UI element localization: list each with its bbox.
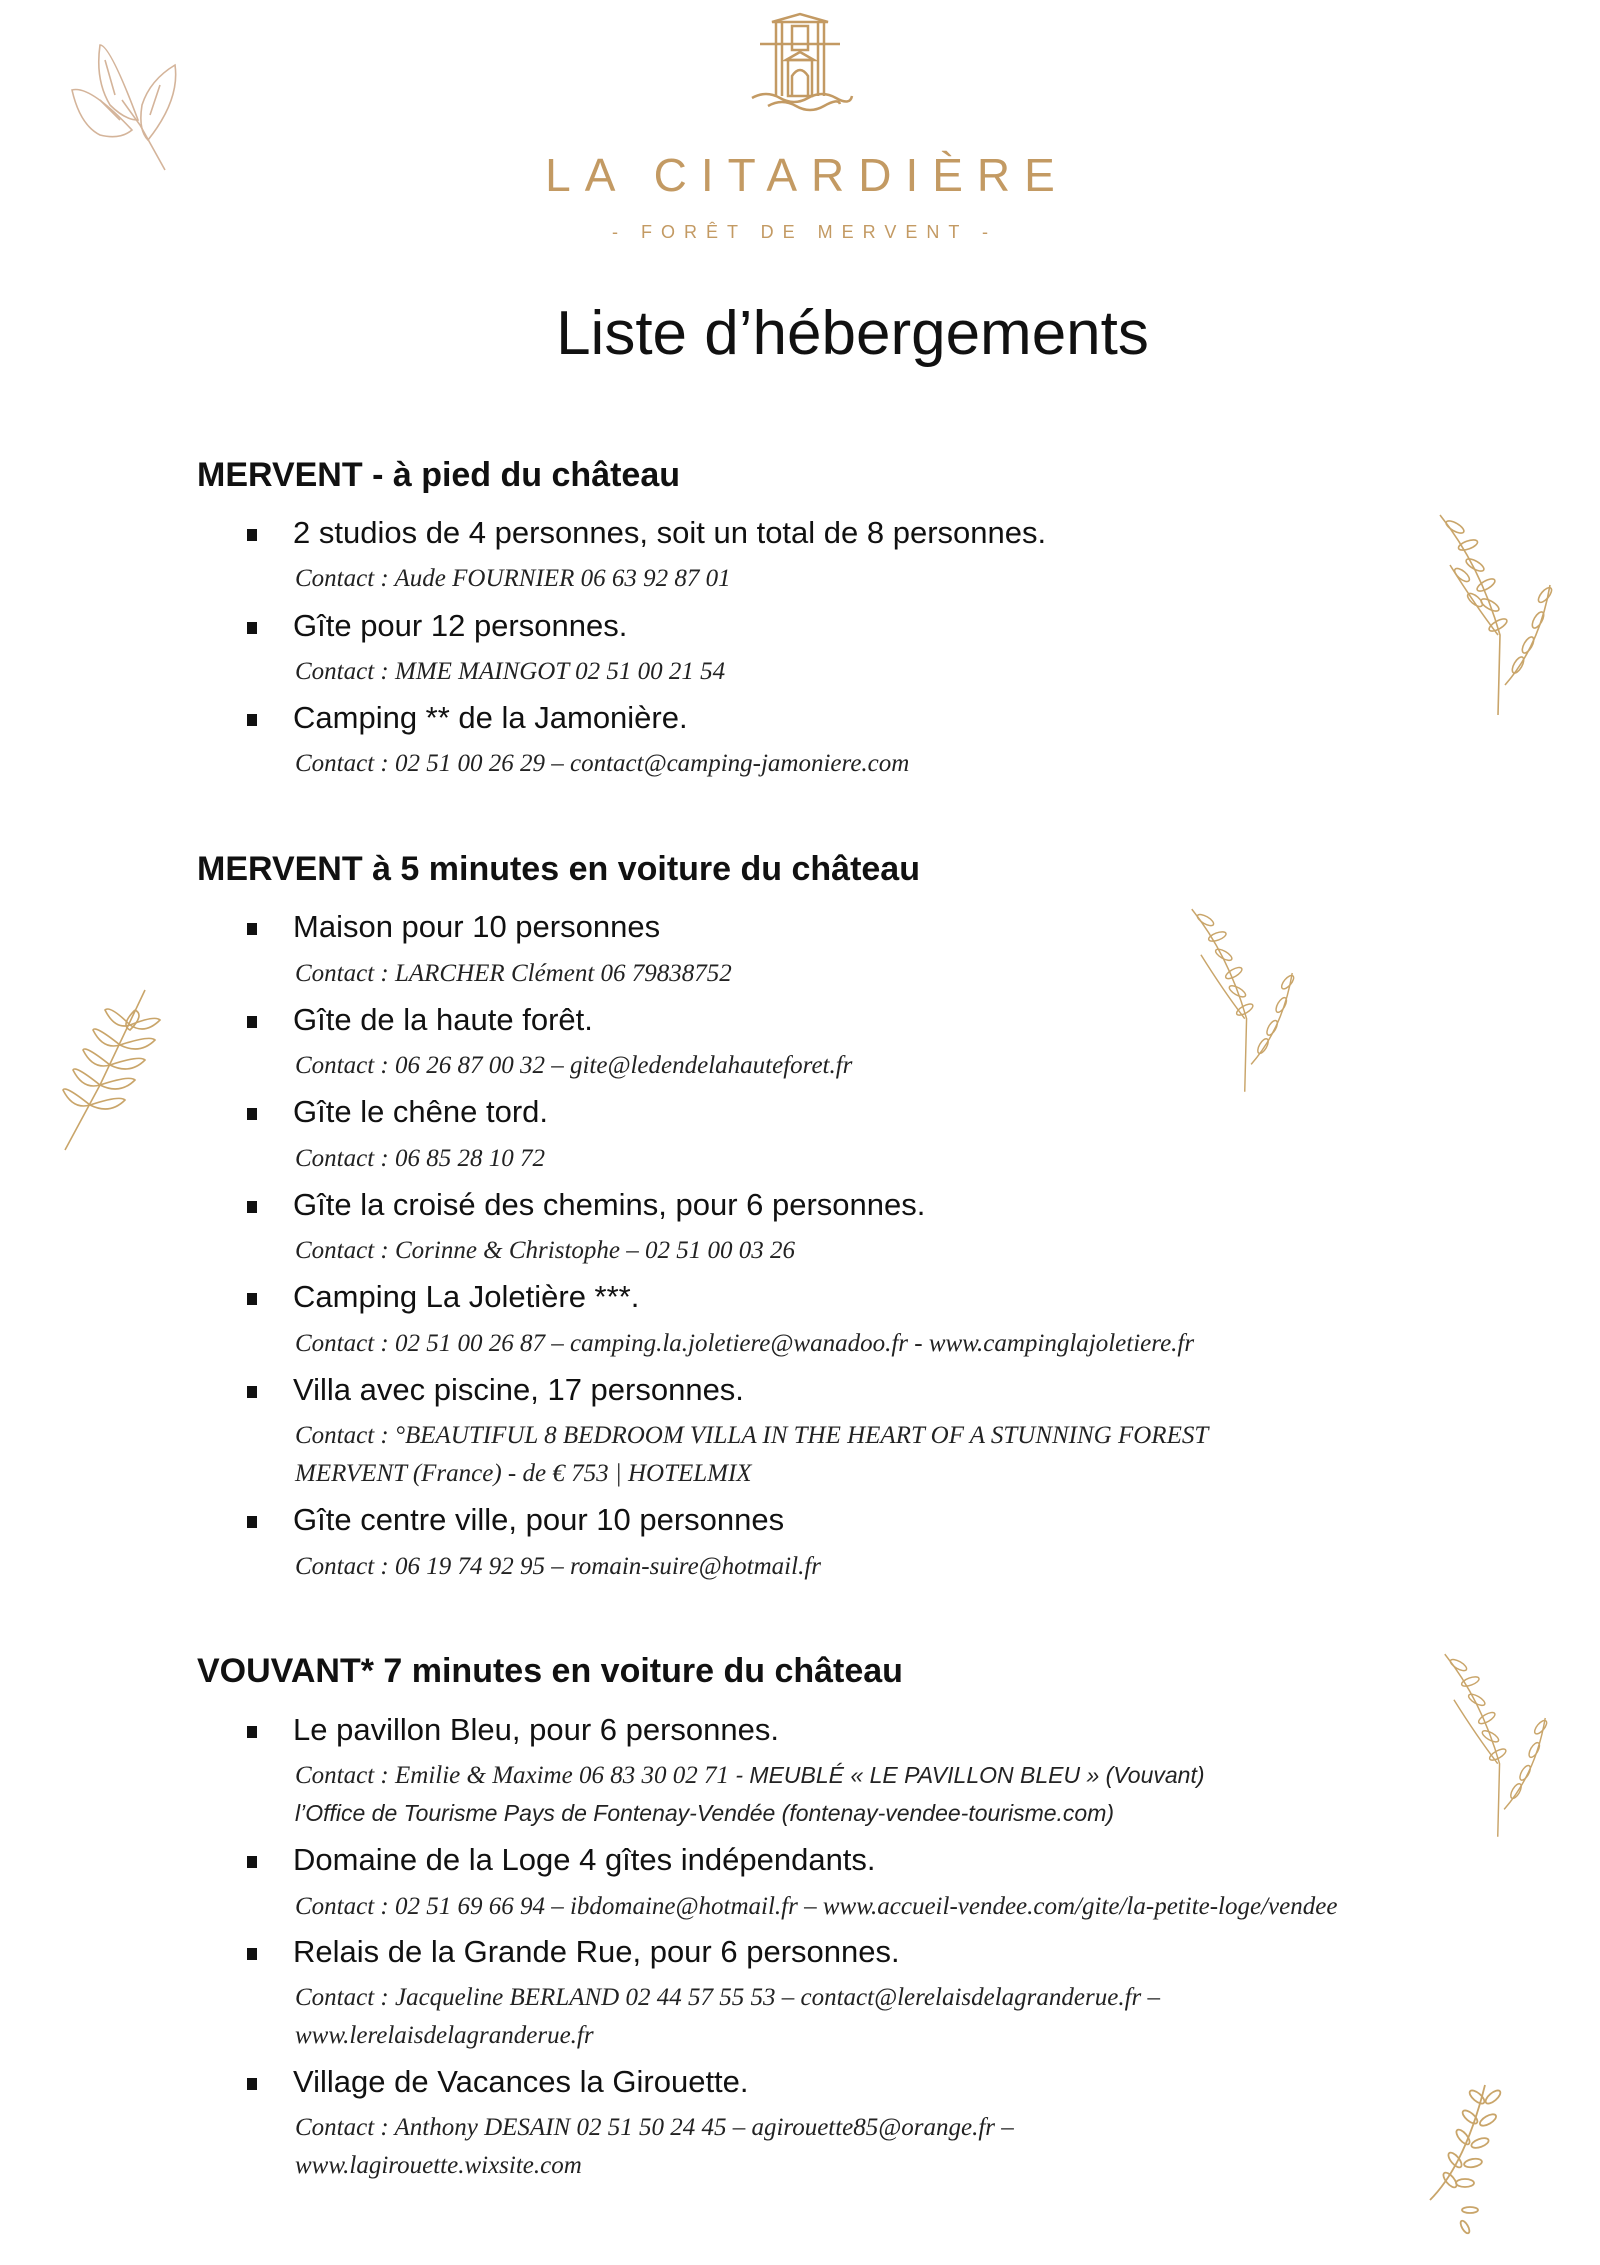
page-title: Liste d’hébergements [556,299,1149,368]
contact-line: Contact : LARCHER Clément 06 79838752 [295,960,732,987]
bullet-icon [247,529,257,541]
contact-line: Contact : 02 51 69 66 94 – ibdomaine@hotmail.fr – www.accueil-vendee.com/gite/la-petite-loge/vendee [295,1893,1338,1920]
contact-line: Contact : 06 26 87 00 32 – gite@ledendelahauteforet.fr [295,1052,853,1079]
contact-line: www.lagirouette.wixsite.com [295,2152,582,2179]
leaf-branch-icon [1172,900,1312,1110]
bullet-icon [247,1386,257,1398]
contact-line: Contact : 02 51 00 26 29 – contact@camping-jamoniere.com [295,750,910,777]
contact-line: Contact : 02 51 00 26 87 – camping.la.joletiere@wanadoo.fr - www.campinglajoletiere.fr [295,1330,1195,1357]
contact-line: Contact : 06 19 74 92 95 – romain-suire@hotmail.fr [295,1553,822,1580]
bullet-icon [247,1016,257,1028]
contact-line: Contact : Anthony DESAIN 02 51 50 24 45 – agirouette85@orange.fr – [295,2114,1014,2141]
document-page: LA CITARDIÈRE - FORÊT DE MERVENT - Liste d’hébergements MERVENT - à pied du château 2 studios de 4 personnes, soit un total de 8 personnes. Contact : Aude FOURNIER 06 63 92 87 01 Gîte pour 12 personnes. Contact : MME MAINGOT 02 51 00 21 54 Camping ** de la Jamonière. Contact : 02 51 00 26 29 – contact@camping-jamoniere.com MERVENT à 5 minutes en voiture du château Maison pour 10 personnes Contact : LARCHER Clément 06 79838752 Gîte de la haute forêt. Contact : 06 26 87 00 32 – gite@ledendelahauteforet.fr Gîte le chêne tord. Contact : 06 85 28 10 72 Gîte la croisé des chemins, pour 6 personnes. Contact : Corinne & Christophe – 02 51 00 03 26 Camping La Joletière ***. Contact : 02 51 00 26 87 – camping.la.joletiere@wanadoo.fr - www.campinglajoletiere.fr Villa avec piscine, 17 personnes. Contact : °BEAUTIFUL 8 BEDROOM VILLA IN THE HEART OF A STUNNING FOREST MERVENT (France) - de € 753 | HOTELMIX Gîte centre ville, pour 10 personnes Contact : 06 19 74 92 95 – romain-suire@hotmail.fr VOUVANT* 7 minutes en voiture du château Le pavillon Bleu, pour 6 personnes. Contact : Emilie & Maxime 06 83 30 02 71 - MEUBLÉ « LE PAVILLON BLEU » (Vouvant) l’Office de Tourisme Pays de Fontenay-Vendée (fontenay-vendee-tourisme.com) Domaine de la Loge 4 gîtes indépendants. Contact : 02 51 69 66 94 – ibdomaine@hotmail.fr – www.accueil-vendee.com/gite/la-petite-loge/vendee Relais de la Grande Rue, pour 6 personnes. Contact : Jacqueline BERLAND 02 44 57 55 53 – contact@lerelaisdelagranderue.fr – www.lerelaisdelagranderue.fr Village de Vacances la Girouette. Contact : Anthony DESAIN 02 51 50 24 45 – agirouette85@orange.fr – www.lagirouette.wixsite.com [0,0,1600,2265]
contact-line: l’Office de Tourisme Pays de Fontenay-Vendée (fontenay-vendee-tourisme.com) [295,1800,1115,1826]
leaf-branch-icon [1420,1645,1570,1855]
bullet-icon [247,714,257,726]
contact-line: Contact : 06 85 28 10 72 [295,1145,545,1172]
section-heading-mervent-walk: MERVENT - à pied du château [197,456,681,494]
section-heading-mervent-5min: MERVENT à 5 minutes en voiture du château [197,850,920,888]
contact-line: www.lerelaisdelagranderue.fr [295,2022,594,2049]
bullet-icon [247,1108,257,1120]
contact-line: MERVENT (France) - de € 753 | HOTELMIX [295,1460,752,1487]
contact-line: Contact : MME MAINGOT 02 51 00 21 54 [295,658,726,685]
bullet-icon [247,1856,257,1868]
section-heading-vouvant: VOUVANT* 7 minutes en voiture du château [197,1652,903,1690]
brand-tagline: - FORÊT DE MERVENT - [611,222,998,242]
bullet-icon [247,1726,257,1738]
bullet-icon [247,1293,257,1305]
bullet-icon [247,923,257,935]
bullet-icon [247,622,257,634]
contact-line: Contact : Corinne & Christophe – 02 51 00 03 26 [295,1237,795,1264]
contact-line: Contact : Aude FOURNIER 06 63 92 87 01 [295,565,731,592]
fern-leaf-icon [55,985,165,1155]
contact-line: Contact : °BEAUTIFUL 8 BEDROOM VILLA IN THE HEART OF A STUNNING FOREST [295,1422,1209,1449]
bullet-icon [247,1201,257,1213]
bullet-icon [247,1516,257,1528]
contact-line: Contact : Jacqueline BERLAND 02 44 57 55 53 – contact@lerelaisdelagranderue.fr – [295,1984,1160,2011]
leaf-branch-icon [70,40,200,180]
bullet-icon [247,2078,257,2090]
castle-logo-icon [732,10,868,114]
leaf-branch-icon [1420,505,1570,735]
sprig-leaf-icon [1425,2075,1515,2235]
bullet-icon [247,1948,257,1960]
brand-name: LA CITARDIÈRE [545,149,1069,201]
contact-line: Contact : Emilie & Maxime 06 83 30 02 71 - MEUBLÉ « LE PAVILLON BLEU » (Vouvant) [295,1762,1205,1789]
